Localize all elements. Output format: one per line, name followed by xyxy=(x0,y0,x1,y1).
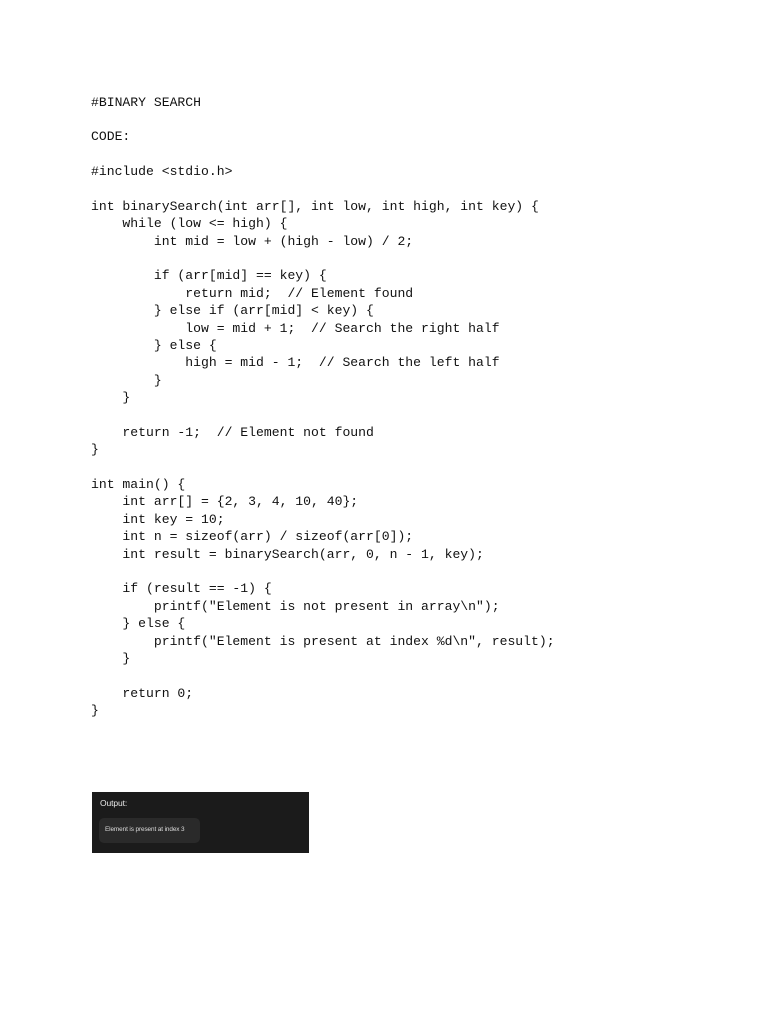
output-screenshot xyxy=(92,792,309,853)
code-block xyxy=(91,163,555,720)
code-line: int n = sizeof(arr) / sizeof(arr[0]); xyxy=(91,529,414,545)
code-line: } xyxy=(91,703,99,719)
code-line: return -1; // Element not found xyxy=(91,424,374,440)
code-line xyxy=(91,563,555,580)
code-line: #include <stdio.h> xyxy=(91,164,233,179)
code-line: } xyxy=(91,650,131,666)
code-line: int arr[] = {2, 3, 4, 10, 40}; xyxy=(91,494,359,510)
code-line: int main() { xyxy=(91,477,186,493)
code-line: int mid = low + (high - low) / 2; xyxy=(91,233,414,249)
code-line xyxy=(91,180,555,197)
code-line: int binarySearch(int arr[], int low, int high, int key) { xyxy=(91,198,539,214)
output-result-text: Element is present at index 3 xyxy=(105,826,185,833)
code-line: } xyxy=(91,390,131,406)
output-label: Output: xyxy=(100,798,128,808)
code-line: } else { xyxy=(91,616,186,632)
code-line: } else if (arr[mid] < key) { xyxy=(91,303,374,319)
code-line xyxy=(91,250,555,267)
code-line: printf("Element is present at index %d\n", result); xyxy=(91,633,555,649)
code-line xyxy=(91,667,555,684)
code-line: } else { xyxy=(91,337,217,353)
code-line: int key = 10; xyxy=(91,511,225,527)
code-line: if (arr[mid] == key) { xyxy=(91,268,327,284)
document-heading: #BINARY SEARCH xyxy=(91,95,202,110)
code-line xyxy=(91,406,555,423)
code-line: return 0; xyxy=(91,685,194,701)
output-result-box xyxy=(99,818,200,843)
code-line: } xyxy=(91,442,99,458)
code-line: return mid; // Element found xyxy=(91,285,414,301)
code-line: int result = binarySearch(arr, 0, n - 1, key); xyxy=(91,546,484,562)
code-line: while (low <= high) { xyxy=(91,216,288,232)
code-line: } xyxy=(91,372,162,388)
code-line xyxy=(91,459,555,476)
code-line: printf("Element is not present in array\n"); xyxy=(91,598,500,614)
code-line: if (result == -1) { xyxy=(91,581,272,597)
code-label: CODE: xyxy=(91,129,131,144)
code-line: high = mid - 1; // Search the left half xyxy=(91,355,500,371)
code-line: low = mid + 1; // Search the right half xyxy=(91,320,500,336)
